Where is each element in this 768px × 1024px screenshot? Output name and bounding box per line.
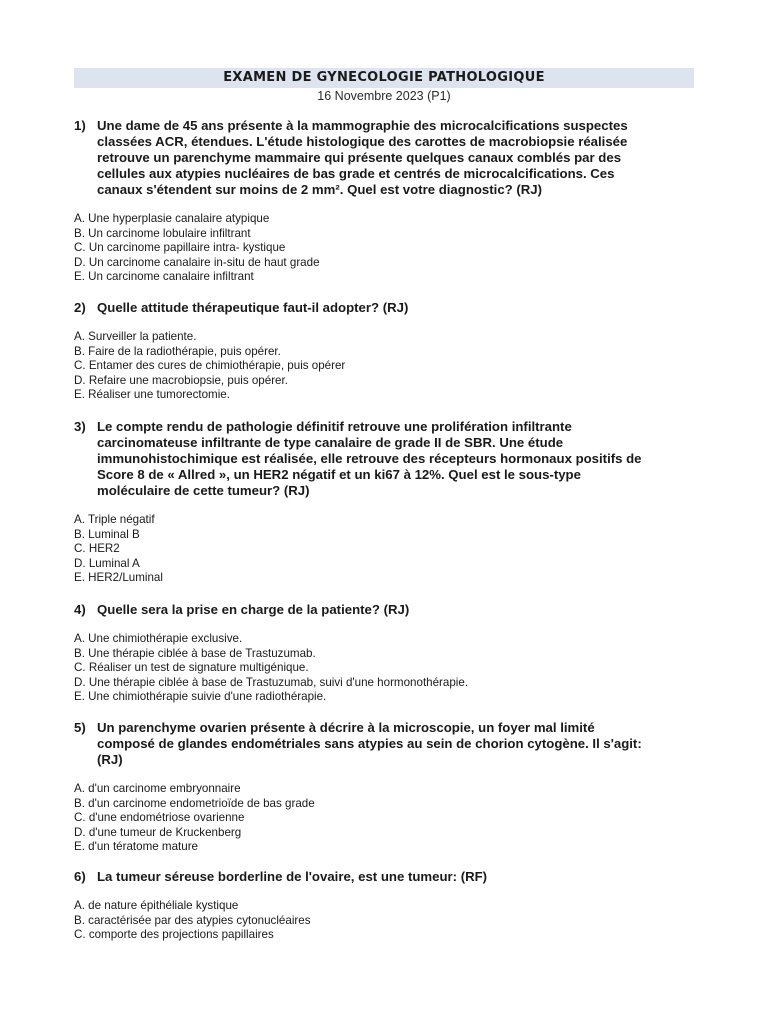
question-text [97, 602, 689, 618]
question-2 [74, 300, 694, 403]
answer-option: C. Réaliser un test de signature multigénique. [74, 661, 309, 675]
answer-option: D. Refaire une macrobiopsie, puis opérer. [74, 373, 288, 387]
question-line: cellules aux atypies nucléaires de bas grade et centrés de microcalcifications. Ces [97, 166, 615, 181]
question-number: 1) [74, 118, 86, 133]
question-line: La tumeur séreuse borderline de l'ovaire, est une tumeur: (RF) [97, 869, 488, 884]
answer-option: A. Une chimiothérapie exclusive. [74, 632, 243, 645]
question-line: composé de glandes endométriales sans atypies au sein de chorion cytogène. Il s'agit: [97, 736, 642, 751]
question-number: 5) [74, 720, 86, 735]
answer-option: D. Un carcinome canalaire in-situ de haut grade [74, 255, 320, 269]
option-list [74, 632, 694, 705]
answer-option: B. Un carcinome lobulaire infiltrant [74, 226, 251, 240]
answer-option: C. d'une endométriose ovarienne [74, 811, 245, 825]
question-line: Une dame de 45 ans présente à la mammographie des microcalcifications suspectes [97, 118, 628, 133]
answer-option: D. Luminal A [74, 556, 140, 570]
question-3 [74, 419, 694, 586]
question-line: carcinomateuse infiltrante de type canalaire de grade II de SBR. Une étude [97, 435, 564, 450]
answer-option: A. de nature épithéliale kystique [74, 899, 239, 912]
answer-option: B. Faire de la radiothérapie, puis opérer. [74, 344, 281, 358]
question-line: moléculaire de cette tumeur? (RJ) [97, 483, 310, 498]
answer-option: B. caractérisée par des atypies cytonucléaires [74, 913, 311, 927]
answer-option: E. HER2/Luminal [74, 571, 163, 585]
option-list [74, 899, 694, 943]
question-5 [74, 720, 694, 855]
question-line: retrouve un parenchyme mammaire qui présente quelques canaux comblés par des [97, 150, 622, 165]
answer-option: B. Une thérapie ciblée à base de Trastuzumab. [74, 646, 316, 660]
answer-option: B. d'un carcinome endometrioïde de bas grade [74, 796, 315, 810]
question-text [97, 118, 689, 198]
question-number: 2) [74, 300, 86, 315]
question-number: 4) [74, 602, 86, 617]
answer-option: A. Une hyperplasie canalaire atypique [74, 212, 270, 225]
answer-option: C. comporte des projections papillaires [74, 928, 274, 942]
question-line: canaux s'étendent sur moins de 2 mm². Quel est votre diagnostic? (RJ) [97, 182, 543, 197]
question-4 [74, 602, 694, 705]
answer-option: E. Un carcinome canalaire infiltrant [74, 270, 254, 284]
question-line: (RJ) [97, 752, 123, 767]
answer-option: C. HER2 [74, 542, 120, 556]
answer-option: B. Luminal B [74, 527, 140, 541]
answer-option: E. d'un tératome mature [74, 840, 199, 854]
option-list [74, 330, 694, 403]
answer-option: A. Surveiller la patiente. [74, 330, 197, 343]
question-text [97, 869, 689, 885]
answer-option: D. d'une tumeur de Kruckenberg [74, 825, 242, 839]
answer-option: E. Réaliser une tumorectomie. [74, 388, 230, 402]
question-1 [74, 118, 694, 285]
option-list [74, 782, 694, 855]
document-date: 16 Novembre 2023 (P1) [317, 89, 451, 103]
question-6 [74, 869, 694, 943]
question-line: Le compte rendu de pathologie définitif retrouve une prolifération infiltrante [97, 419, 572, 434]
answer-option: E. Une chimiothérapie suivie d'une radiothérapie. [74, 690, 327, 704]
question-text [97, 300, 689, 316]
answer-option: A. d'un carcinome embryonnaire [74, 782, 241, 795]
answer-option: C. Entamer des cures de chimiothérapie, puis opérer [74, 359, 346, 373]
answer-option: A. Triple négatif [74, 513, 155, 526]
question-line: Un parenchyme ovarien présente à décrire à la microscopie, un foyer mal limité [97, 720, 595, 735]
question-line: Quelle attitude thérapeutique faut-il adopter? (RJ) [97, 300, 409, 315]
option-list [74, 513, 694, 586]
question-text [97, 720, 689, 768]
question-line: Quelle sera la prise en charge de la patiente? (RJ) [97, 602, 410, 617]
question-number: 3) [74, 419, 86, 434]
document-title: EXAMEN DE GYNECOLOGIE PATHOLOGIQUE [223, 70, 545, 85]
option-list [74, 212, 694, 285]
answer-option: D. Une thérapie ciblée à base de Trastuzumab, suivi d'une hormonothérapie. [74, 675, 469, 689]
question-line: immunohistochimique est réalisée, elle retrouve des récepteurs hormonaux positifs de [97, 451, 642, 466]
question-text [97, 419, 689, 499]
question-line: classées ACR, étendues. L'étude histologique des carottes de macrobiopsie réalisée [97, 134, 628, 149]
question-number: 6) [74, 869, 86, 884]
question-line: Score 8 de « Allred », un HER2 négatif et un ki67 à 12%. Quel est le sous-type [97, 467, 581, 482]
answer-option: C. Un carcinome papillaire intra- kystique [74, 241, 286, 255]
